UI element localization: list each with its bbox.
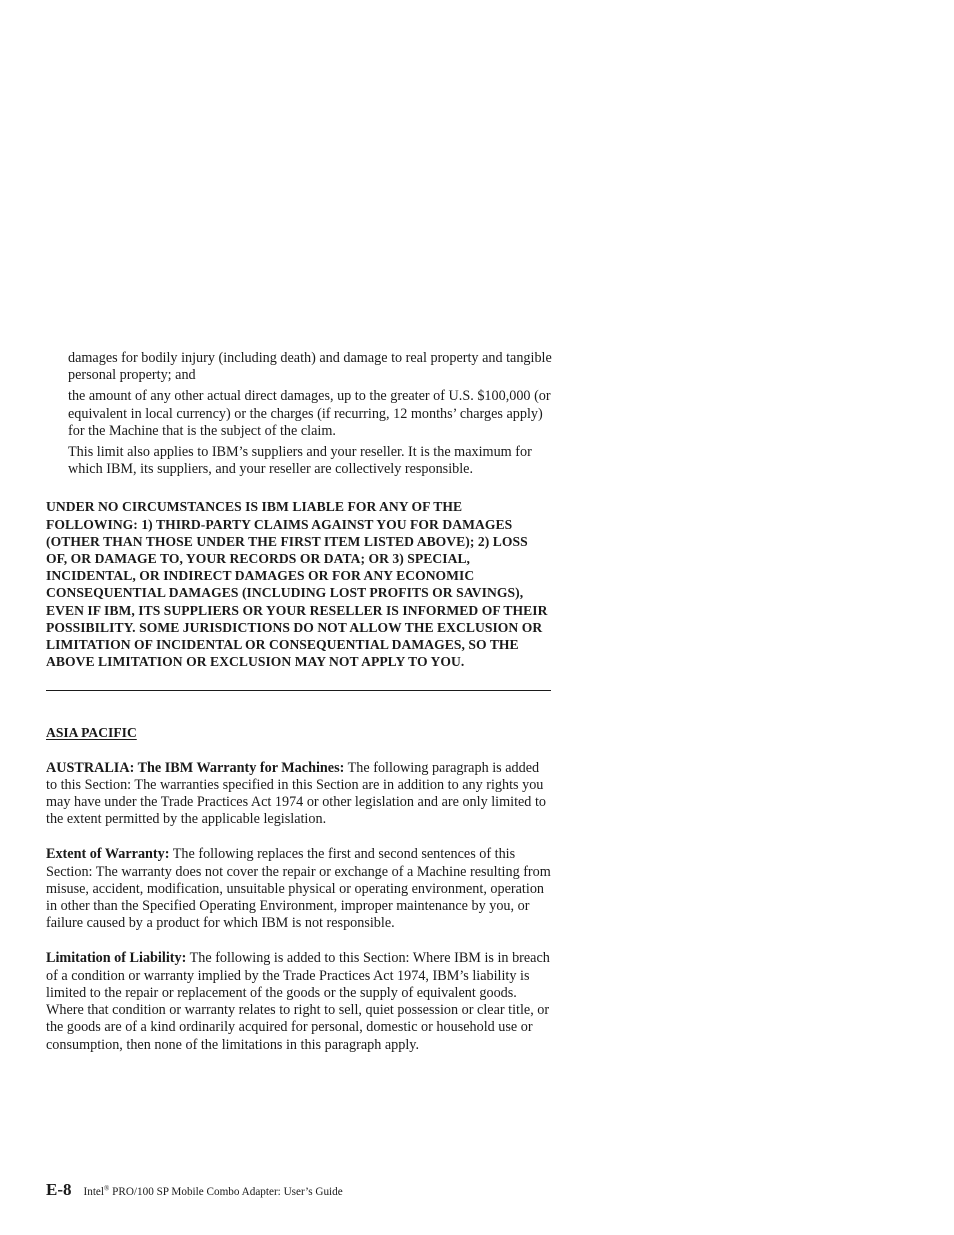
registered-mark: ® <box>104 1184 110 1193</box>
list-item: the amount of any other actual direct damages, up to the greater of U.S. $100,000 (or equivalent in local currency) or the charges (if recurring, 12 months’ charges apply) for the Machine that is the subject of the claim. <box>68 388 551 439</box>
paragraph-australia <box>46 760 552 829</box>
page-footer <box>46 1180 343 1200</box>
page-body <box>46 350 552 1054</box>
paragraph-limitation-of-liability <box>46 950 552 1053</box>
paragraph-body: The following is added to this Section: Where IBM is in breach of a condition or warranty implied by the Trade Practices Act 1974, IBM’s liability is limited to the repair or replacement of the goods or the supply of equivalent goods. Where that condition or warranty relates to right to sell, quiet possession or clear title, or the goods are of a kind ordinarily acquired for personal, domestic or household use or consumption, then none of the limitations in this paragraph apply. <box>46 950 550 1053</box>
paragraph-extent-of-warranty <box>46 846 552 932</box>
list-item: damages for bodily injury (including death) and damage to real property and tangible personal property; and <box>68 350 552 384</box>
footer-guide-title: PRO/100 SP Mobile Combo Adapter: User’s Guide <box>109 1186 343 1198</box>
footer-title <box>84 1186 343 1198</box>
paragraph-lead: Limitation of Liability: <box>46 950 187 967</box>
section-heading: ASIA PACIFIC <box>46 725 137 741</box>
list-item: This limit also applies to IBM’s suppliers and your reseller. It is the maximum for which IBM, its suppliers, and your reseller are collectively responsible. <box>68 444 532 478</box>
liability-disclaimer: UNDER NO CIRCUMSTANCES IS IBM LIABLE FOR ANY OF THE FOLLOWING: 1) THIRD-PARTY CLAIMS AGAINST YOU FOR DAMAGES (OTHER THAN THOSE UNDER THE FIRST ITEM LISTED ABOVE); 2) LOSS OF, OR DAMAGE TO, YOUR RECORDS OR DATA; OR 3) SPECIAL, INCIDENTAL, OR INDIRECT DAMAGES OR FOR ANY ECONOMIC CONSEQUENTIAL DAMAGES (INCLUDING LOST PROFITS OR SAVINGS), EVEN IF IBM, ITS SUPPLIERS OR YOUR RESELLER IS INFORMED OF THEIR POSSIBILITY. SOME JURISDICTIONS DO NOT ALLOW THE EXCLUSION OR LIMITATION OF INCIDENTAL OR CONSEQUENTIAL DAMAGES, SO THE ABOVE LIMITATION OR EXCLUSION MAY NOT APPLY TO YOU. <box>46 499 548 670</box>
footer-brand: Intel <box>83 1186 105 1198</box>
paragraph-lead: AUSTRALIA: The IBM Warranty for Machines: <box>46 759 345 776</box>
page-number: E-8 <box>46 1180 72 1199</box>
paragraph-body: The following replaces the first and second sentences of this Section: The warranty does not cover the repair or exchange of a Machine resulting from misuse, accident, modification, unsuitable physical or operating environment, operation in other than the Specified Operating Environment, improper maintenance by you, or failure caused by a product for which IBM is not responsible. <box>46 846 551 932</box>
paragraph-lead: Extent of Warranty: <box>46 846 170 863</box>
paragraph-body: The following paragraph is added to this Section: The warranties specified in this Section are in addition to any rights you may have under the Trade Practices Act 1974 or other legislation and are only limited to the extent permitted by the applicable legislation. <box>46 759 546 828</box>
section-divider <box>46 690 551 691</box>
